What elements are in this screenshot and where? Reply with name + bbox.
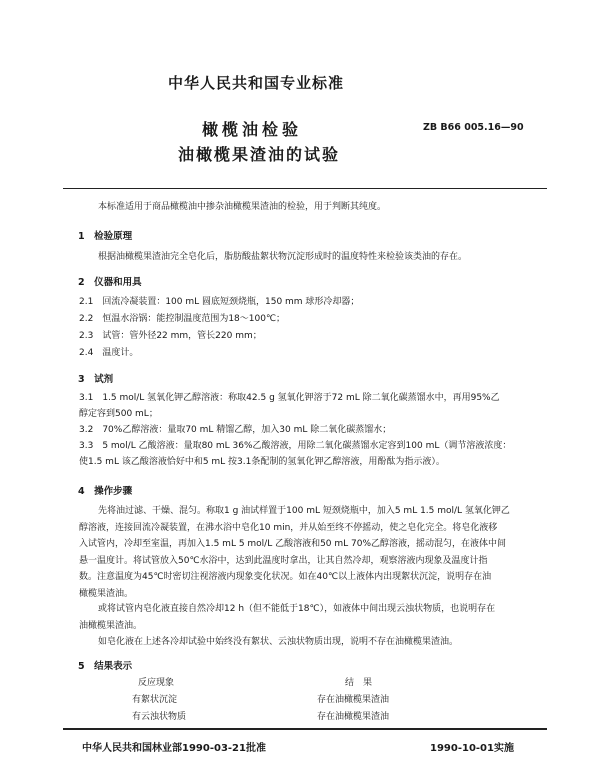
section-3-item-1: 3.1 1.5 mol/L 氢氧化钾乙醇溶液：称取42.5 g 氢氧化钾溶于72 mL 除二氧化碳蒸馏水中，再用95%乙 (79, 393, 500, 403)
section-2-heading: 2 仪器和用具 (78, 277, 142, 288)
paragraph-line: 数。注意温度为45℃时密切注视溶液内现象变化状况。如在40℃以上液体内出现絮状沉淀，说明存在油 (79, 572, 492, 582)
section-5-heading: 5 结果表示 (78, 661, 133, 672)
results-result-cell: 存在油橄榄果渣油 (317, 695, 390, 705)
document-subtitle: 油橄榄果渣油的试验 (178, 145, 341, 164)
paragraph-line: 或将试管内皂化液直接自然冷却12 h（但不能低于18℃），如液体中间出现云浊状物质，也说明存在 (98, 604, 496, 614)
paragraph-line: 入试管内，冷却至室温，再加入1.5 mL 5 mol/L 乙酸溶液和50 mL 70%乙醇溶液，摇动混匀，在液体中间 (79, 539, 507, 549)
section-3-item-1-cont: 醇定容到500 mL； (79, 409, 158, 419)
section-3-item-3-cont: 使1.5 mL 该乙酸溶液恰好中和5 mL 按3.1条配制的氢氧化钾乙醇溶液，用酚酞为指示液）。 (79, 457, 445, 467)
approval-date: 中华人民共和国林业部1990-03-21批准 (82, 743, 266, 754)
results-result-cell: 存在油橄榄果渣油 (317, 712, 390, 722)
results-phenomenon-cell: 有云浊状物质 (132, 712, 187, 722)
section-2-item: 2.4 温度计。 (79, 348, 139, 358)
section-1-text: 根据油橄榄果渣油完全皂化后，脂肪酸盐絮状物沉淀形成时的温度特性来检验该类油的存在。 (98, 252, 468, 262)
bottom-divider (63, 728, 547, 730)
section-3-item-3: 3.3 5 mol/L 乙酸溶液：量取80 mL 36%乙酸溶液，用除二氧化碳蒸馏水定容到100 mL（调节溶液浓度： (79, 441, 512, 451)
paragraph-line: 油橄榄果渣油。 (79, 620, 143, 631)
document-title: 橄榄油检验 (202, 120, 303, 139)
publisher-heading: 中华人民共和国专业标准 (168, 74, 345, 92)
paragraph-line: 醇溶液，连接回流冷凝装置，在沸水浴中皂化10 min，并从始至终不停摇动，使之皂化完全。将皂化液移 (79, 522, 498, 533)
section-1-heading: 1 检验原理 (78, 231, 133, 242)
section-4-paragraph-3: 如皂化液在上述各冷却试验中始终没有絮状、云浊状物质出现，说明不存在油橄榄果渣油。 (98, 637, 459, 647)
section-2-item: 2.3 试管：管外径22 mm，管长220 mm； (79, 331, 262, 341)
implementation-date: 1990-10-01实施 (430, 743, 514, 754)
top-divider (63, 188, 547, 189)
paragraph-line: 橄榄果渣油。 (79, 588, 134, 599)
section-3-item-2: 3.2 70%乙醇溶液：量取70 mL 精馏乙醇，加入30 mL 除二氧化碳蒸馏水； (79, 425, 392, 435)
results-phenomenon-cell: 有絮状沉淀 (132, 695, 178, 705)
section-4-heading: 4 操作步骤 (78, 486, 133, 497)
section-4-paragraph-2 (79, 601, 549, 634)
results-column-header-phenomenon: 反应现象 (138, 678, 175, 688)
intro-text: 本标准适用于商品橄榄油中掺杂油橄榄果渣油的检验，用于判断其纯度。 (98, 202, 387, 212)
standard-code: ZB B66 005.16—90 (423, 122, 524, 133)
section-2-item: 2.1 回流冷凝装置：100 mL 圆底短颈烧瓶，150 mm 球形冷却器； (79, 297, 360, 307)
results-column-header-result: 结 果 (345, 678, 373, 688)
paragraph-line: 悬一温度计。将试管放入50℃水浴中，达到此温度时拿出，让其自然冷却，观察溶液内现象及温度计指 (79, 555, 488, 566)
section-3-heading: 3 试剂 (78, 374, 114, 385)
paragraph-line: 先将油过滤、干燥、混匀。称取1 g 油试样置于100 mL 短颈烧瓶中，加入5 mL 1.5 mol/L 氢氧化钾乙 (98, 506, 510, 516)
section-2-item: 2.2 恒温水浴锅：能控制温度范围为18～100℃； (79, 314, 286, 324)
section-4-paragraph-1 (79, 503, 549, 602)
